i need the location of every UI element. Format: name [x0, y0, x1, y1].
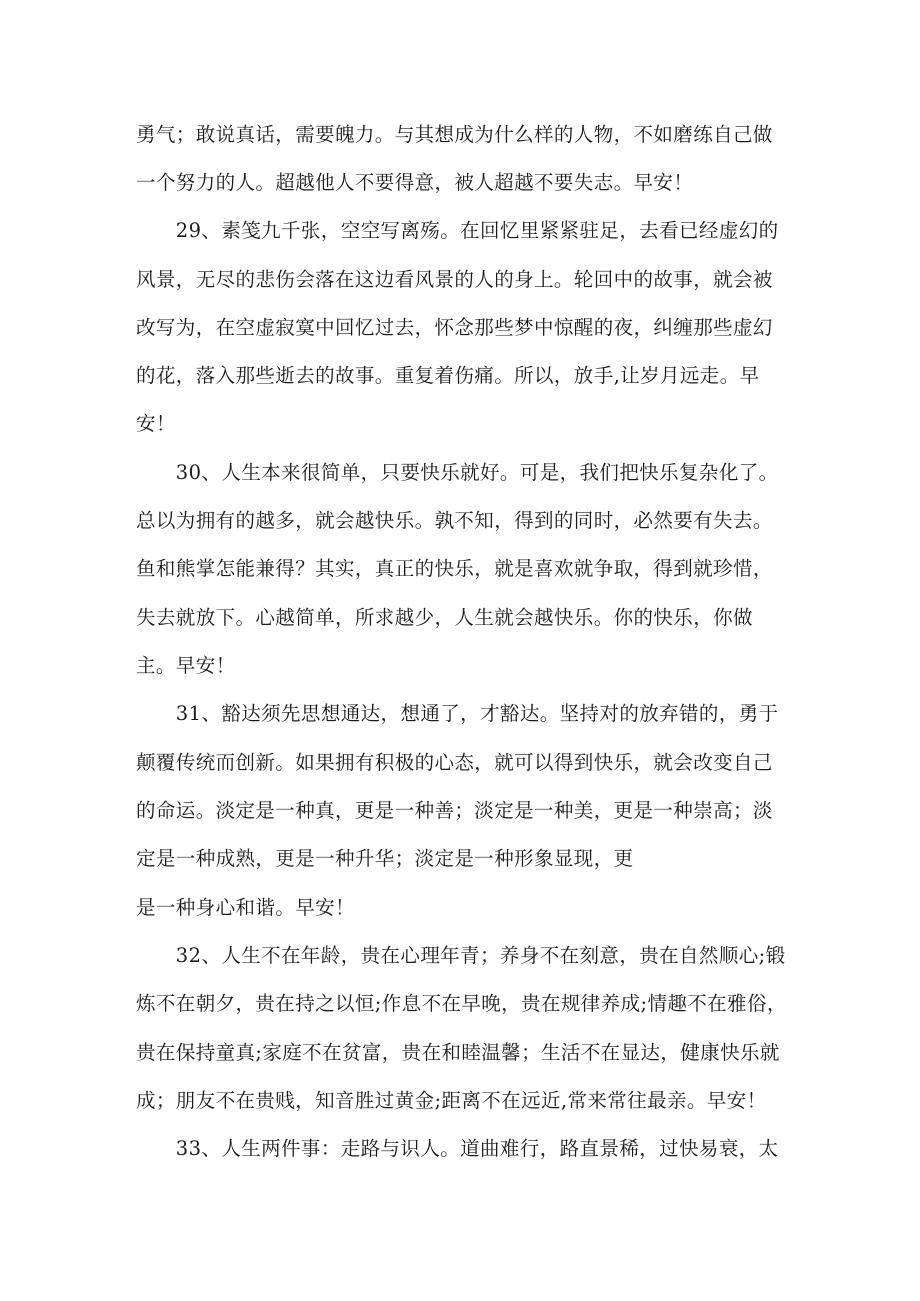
text-line: 炼不在朝夕，贵在持之以恒;作息不在早晚，贵在规律养成;情趣不在雅俗， [136, 992, 787, 1015]
text-line: 鱼和熊掌怎能兼得？其实，真正的快乐，就是喜欢就争取，得到就珍惜， [136, 557, 773, 580]
text-line: 风景，无尽的悲伤会落在这边看风景的人的身上。轮回中的故事，就会被 [136, 268, 773, 291]
text-line: 29、素笺九千张，空空写离殇。在回忆里紧紧驻足，去看已经虚幻的 [136, 219, 779, 242]
text-line: 主。早安！ [136, 654, 236, 677]
text-line: 一个努力的人。超越他人不要得意，被人超越不要失志。早安！ [136, 171, 694, 194]
text-line: 31、豁达须先思想通达，想通了，才豁达。坚持对的放弃错的，勇于 [136, 702, 779, 725]
text-line: 的花，落入那些逝去的故事。重复着伤痛。所以，放手,让岁月远走。早 [136, 364, 760, 387]
text-line: 失去就放下。心越简单，所求越少，人生就会越快乐。你的快乐，你做 [136, 606, 753, 629]
text-line: 安！ [136, 412, 176, 435]
text-line: 成；朋友不在贵贱，知音胜过黄金;距离不在远近,常来常往最亲。早安！ [136, 1089, 767, 1112]
text-line: 颠覆传统而创新。如果拥有积极的心态，就可以得到快乐，就会改变自己 [136, 751, 773, 774]
text-line: 33、人生两件事：走路与识人。道曲难行，路直景稀，过快易衰，太 [136, 1137, 779, 1160]
text-line: 改写为，在空虚寂寞中回忆过去，怀念那些梦中惊醒的夜，纠缠那些虚幻 [136, 316, 773, 339]
text-line: 的命运。淡定是一种真，更是一种善；淡定是一种美，更是一种崇高；淡 [136, 799, 773, 822]
text-line: 30、人生本来很简单，只要快乐就好。可是，我们把快乐复杂化了。 [136, 461, 779, 484]
text-line: 总以为拥有的越多，就会越快乐。孰不知，得到的同时，必然要有失去。 [136, 509, 773, 532]
text-line: 贵在保持童真;家庭不在贫富，贵在和睦温馨；生活不在显达，健康快乐就 [136, 1041, 780, 1064]
text-line: 是一种身心和谐。早安！ [136, 896, 355, 919]
text-line: 定是一种成熟，更是一种升华；淡定是一种形象显现，更 [136, 847, 634, 870]
text-line: 勇气；敢说真话，需要魄力。与其想成为什么样的人物，不如磨练自己做 [136, 123, 773, 146]
text-line: 32、人生不在年龄，贵在心理年青；养身不在刻意，贵在自然顺心;锻 [136, 944, 786, 967]
